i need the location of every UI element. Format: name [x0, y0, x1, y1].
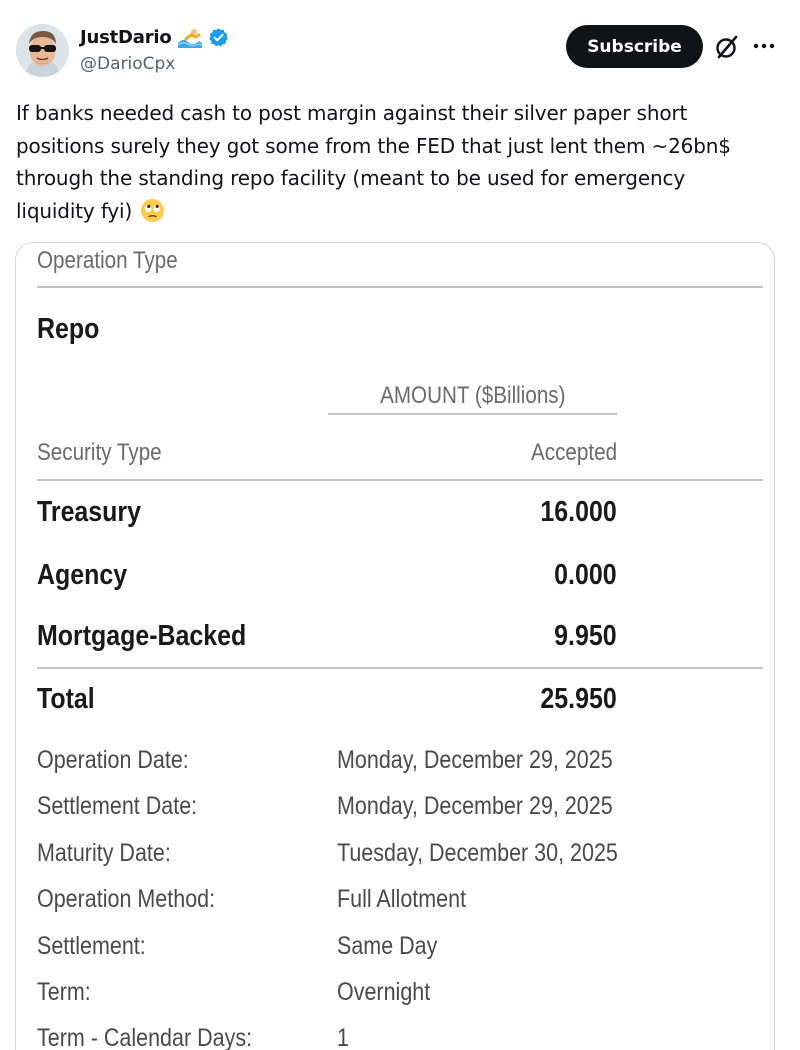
amount-header	[328, 382, 617, 410]
table-row-accepted-value: 0.000	[554, 559, 617, 591]
subscribe-button[interactable]: Subscribe	[566, 25, 703, 68]
grok-icon[interactable]	[714, 34, 740, 60]
amount-header-text: AMOUNT ($Billions)	[379, 382, 566, 409]
detail-value: Monday, December 29, 2025	[337, 746, 613, 774]
more-icon[interactable]	[752, 38, 776, 54]
operation-type-label: Operation Type	[37, 247, 178, 274]
avatar[interactable]	[16, 24, 69, 77]
detail-value: Full Allotment	[337, 885, 467, 913]
tweet-text	[16, 97, 786, 227]
operation-type-value: Repo	[37, 313, 100, 345]
table-row-accepted	[357, 620, 617, 653]
detail-label: Operation Date:	[37, 746, 189, 774]
table-row-accepted	[357, 496, 617, 529]
column-header-accepted	[366, 439, 617, 467]
detail-label: Term - Calendar Days:	[37, 1024, 253, 1050]
table-row-accepted-value: 16.000	[540, 496, 617, 528]
tweet-text-line: If banks needed cash to post margin against their silver paper short	[16, 101, 688, 125]
tweet-text-line: positions surely they got some from the FED that just lent them ~26bn$	[16, 133, 731, 158]
table-row-accepted-value: 9.950	[554, 620, 617, 652]
total-value	[357, 683, 617, 716]
divider	[37, 667, 763, 669]
table-row-security: Mortgage-Backed	[37, 620, 247, 652]
author-display-name[interactable]: JustDario	[80, 27, 172, 48]
tweet-text-line: liquidity fyi)	[16, 198, 133, 223]
detail-value: Same Day	[337, 932, 438, 960]
author-handle[interactable]: @DarioCpx	[80, 54, 176, 74]
detail-label: Maturity Date:	[37, 839, 171, 867]
tweet-text-line-last	[16, 195, 786, 228]
detail-value: Monday, December 29, 2025	[337, 792, 613, 820]
media-image[interactable]	[15, 242, 775, 1050]
divider	[37, 479, 763, 481]
column-header-accepted-text: Accepted	[530, 439, 617, 466]
column-header-security-type: Security Type	[37, 439, 162, 466]
detail-value: 1	[337, 1024, 349, 1050]
detail-label: Term:	[37, 978, 91, 1006]
verified-badge-icon	[208, 27, 229, 48]
detail-label: Settlement Date:	[37, 792, 198, 820]
divider	[328, 413, 617, 415]
wave-surfer-emoji	[177, 28, 203, 48]
detail-value: Tuesday, December 30, 2025	[337, 839, 618, 867]
total-label: Total	[37, 683, 95, 715]
total-value-text: 25.950	[540, 683, 617, 715]
table-row-security: Treasury	[37, 496, 141, 528]
detail-value: Overnight	[337, 978, 431, 1006]
detail-label: Settlement:	[37, 932, 146, 960]
table-row-accepted	[357, 559, 617, 592]
table-row-security: Agency	[37, 559, 128, 591]
divider	[37, 286, 763, 288]
tweet-text-line: through the standing repo facility (meant to be used for emergency	[16, 166, 686, 190]
face-with-rolling-eyes-emoji	[140, 198, 165, 223]
detail-label: Operation Method:	[37, 885, 216, 913]
